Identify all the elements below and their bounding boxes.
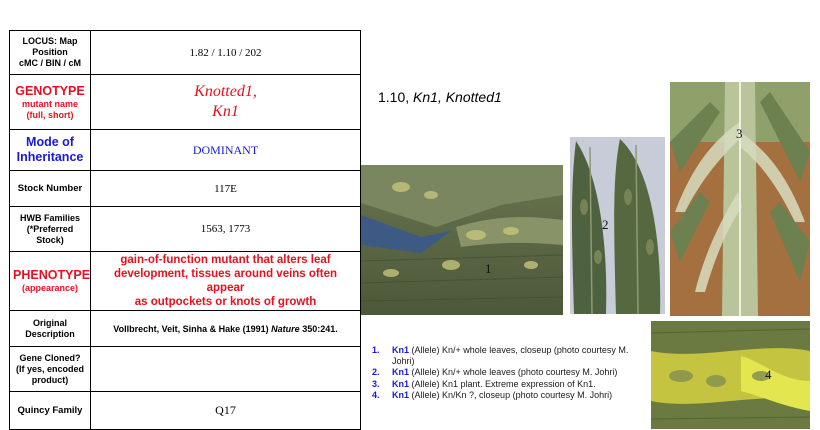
photo-kn-kn-closeup-image <box>651 321 810 429</box>
mode-row <box>10 130 361 171</box>
caption-key: Kn1 <box>392 390 410 400</box>
orig-journal: Nature <box>271 323 300 334</box>
orig-label-line: Description <box>25 328 75 339</box>
stock-value: 117E <box>91 171 361 207</box>
photo-plant <box>670 82 810 316</box>
orig-label-line: Original <box>32 317 67 328</box>
caption-number: 2. <box>372 367 380 377</box>
caption-text <box>392 345 642 366</box>
genotype-label-sub: mutant name <box>21 98 78 109</box>
quincy-value: Q17 <box>91 392 361 430</box>
photo-number-4: 4 <box>765 367 772 382</box>
gene-label-line: product) <box>31 374 69 385</box>
locus-value: 1.82 / 1.10 / 202 <box>91 31 361 75</box>
genotype-short-name: Kn1 <box>212 103 239 120</box>
mode-label-line: Mode of <box>26 135 74 149</box>
caption-number: 1. <box>372 345 380 355</box>
quincy-label: Quincy Family <box>10 392 91 430</box>
hwb-label-line: HWB Families <box>19 212 80 223</box>
genotype-value <box>91 75 361 130</box>
quincy-row <box>10 392 361 430</box>
locus-label-line: LOCUS: Map <box>22 36 78 46</box>
photo-number-1: 1 <box>485 261 492 276</box>
caption-text <box>392 367 617 378</box>
stock-row <box>10 171 361 207</box>
caption-key: Kn1 <box>392 345 410 355</box>
phenotype-label-title: PHENOTYPE <box>13 268 91 282</box>
caption-item <box>372 379 642 390</box>
gene-value <box>91 347 361 392</box>
orig-authors: Vollbrecht, Veit, Sinha & Hake (1991) <box>113 323 272 334</box>
orig-ref: 350:241. <box>299 323 338 334</box>
mode-label-line: Inheritance <box>16 150 84 164</box>
locus-label <box>10 31 91 75</box>
caption-body: (Allele) Kn/+ whole leaves, closeup (photo courtesy M. Johri) <box>392 345 629 366</box>
gene-label-line: Gene Cloned? <box>19 352 81 363</box>
locus-label-line: Position <box>32 47 68 57</box>
locus-label-line: cMC / BIN / cM <box>18 58 81 68</box>
photo-number-3: 3 <box>736 126 743 141</box>
caption-body: (Allele) Kn1 plant. Extreme expression of Kn1. <box>409 378 596 389</box>
hwb-label-line: (*Preferred <box>26 223 74 234</box>
mode-value: DOMINANT <box>91 130 361 171</box>
caption-item <box>372 390 642 401</box>
stock-label: Stock Number <box>10 171 91 207</box>
genotype-row <box>10 75 361 130</box>
photo-kn-kn-closeup <box>651 321 810 429</box>
figure-title-italic: Kn1, Knotted1 <box>413 89 502 105</box>
gene-row <box>10 347 361 392</box>
phenotype-label-sub: (appearance) <box>21 283 79 293</box>
figure-title-prefix: 1.10, <box>378 89 414 105</box>
orig-value <box>91 311 361 347</box>
photo-whole-leaves <box>570 137 665 314</box>
phenotype-label <box>10 252 91 311</box>
caption-key: Kn1 <box>392 378 410 389</box>
hwb-label <box>10 207 91 252</box>
caption-body: (Allele) Kn/Kn ?, closeup (photo courtesy M. Johri) <box>409 390 613 400</box>
phenotype-row <box>10 252 361 311</box>
stock-info-table <box>9 30 361 430</box>
orig-row <box>10 311 361 347</box>
caption-text <box>392 379 596 390</box>
genotype-label <box>10 75 91 130</box>
genotype-label-title: GENOTYPE <box>15 83 85 98</box>
caption-item <box>372 345 642 366</box>
caption-body: (Allele) Kn/+ whole leaves (photo courtesy M. Johri) <box>409 367 618 377</box>
phenotype-line: gain-of-function mutant that alters leaf <box>120 254 331 266</box>
locus-row <box>10 31 361 75</box>
genotype-full-name: Knotted1, <box>194 83 257 100</box>
caption-number: 3. <box>372 378 380 389</box>
caption-number: 4. <box>372 390 380 400</box>
caption-key: Kn1 <box>392 367 410 377</box>
photo-leaf-closeup-image <box>361 165 563 315</box>
figure-title <box>378 89 502 105</box>
orig-label <box>10 311 91 347</box>
hwb-value: 1563, 1773 <box>91 207 361 252</box>
photo-leaf-closeup <box>361 165 563 315</box>
hwb-row <box>10 207 361 252</box>
photo-whole-leaves-image <box>570 137 665 314</box>
phenotype-value <box>91 252 361 311</box>
gene-label <box>10 347 91 392</box>
hwb-label-line: Stock) <box>36 234 64 245</box>
phenotype-line: as outpockets or knots of growth <box>134 296 317 308</box>
photo-number-2: 2 <box>602 217 609 232</box>
mode-label <box>10 130 91 171</box>
photo-plant-image <box>670 82 810 316</box>
figure-caption-list <box>372 345 642 402</box>
caption-item <box>372 367 642 378</box>
genotype-label-sub: (full, short) <box>26 109 74 120</box>
phenotype-line: development, tissues around veins often appear <box>113 268 338 294</box>
gene-label-line: (If yes, encoded <box>15 363 85 374</box>
caption-text <box>392 390 612 401</box>
